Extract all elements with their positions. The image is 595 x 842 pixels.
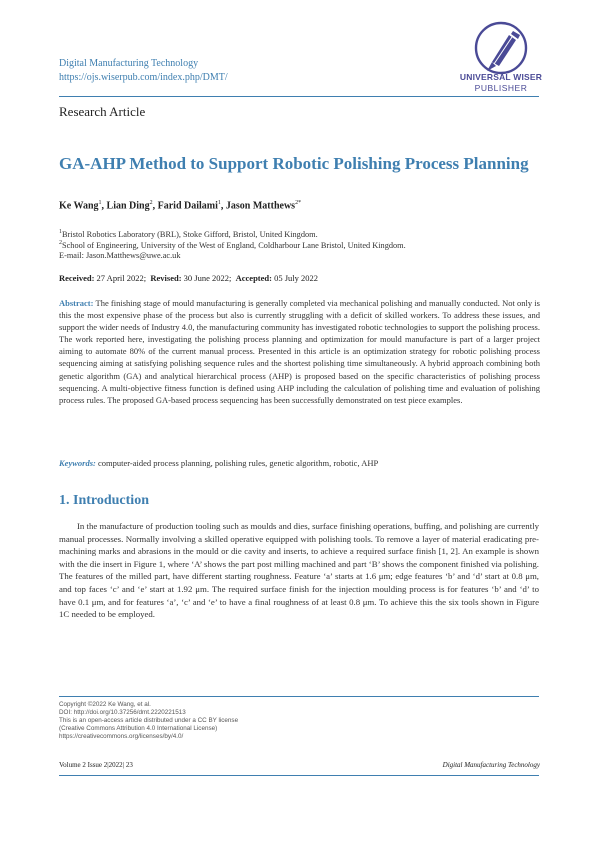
license-link[interactable]: https://creativecommons.org/licenses/by/4.0/ [59, 733, 184, 740]
author-name: Lian Ding [106, 200, 150, 212]
journal-url-link[interactable]: https://ojs.wiserpub.com/index.php/DMT/ [59, 72, 228, 83]
publisher-name: UNIVERSAL WISER [459, 72, 543, 82]
journal-name: Digital Manufacturing Technology [59, 58, 199, 69]
article-dates [59, 273, 318, 283]
received-date: 27 April 2022; [96, 273, 147, 283]
affiliation-sup: 2 [59, 240, 62, 246]
footer-divider [59, 696, 539, 697]
author-name: Farid Dailami [157, 200, 218, 212]
accepted-date: 05 July 2022 [274, 273, 319, 283]
keywords-label: Keywords: [59, 458, 96, 468]
corresponding-email[interactable]: E-mail: Jason.Matthews@uwe.ac.uk [59, 251, 181, 260]
revised-label: Revised: [150, 273, 182, 283]
author-list: Ke Wang$^1$, Lian Ding$^2$, Farid Dailami$^1$, Jason Matthews$^{2*}$ [59, 200, 302, 212]
section-heading: 1. Introduction [59, 493, 149, 508]
author-sup: 1 [98, 200, 102, 206]
header-divider [59, 96, 539, 97]
affiliation [59, 240, 406, 250]
section-body: In the manufacture of production tooling such as moulds and dies, surface finishing operations, buffing, and polishing are currently manual processes. Normally involving a skilled operative equipped with polishing tools. To remove a layer of material eradicating pre-machining marks and abrasions in the mould or die cavity and inserts, to achieve a required surface finish [1, 2]. An example is shown with the die insert in Figure 1, where ‘A’ shows the part post milling machined and part ‘B’ shows the component finished via polishing. The features of the milled part, have different starting roughness. Feature ‘a’ starts at 1.6 μm; edge features ‘b’ and ‘d’ start at 0.8 μm, and top faces ‘c’ and ‘e’ start at 1.92 μm. The required surface finish for the injection moulding process is for features ‘b’ and ‘d’ to have 0.1 μm, and for features ‘a’, ‘c’ and ‘e’ to have a final roughness of at least 0.8 μm. To achieve this the six tools shown in Figure 1C needed to be employed. [59, 521, 539, 620]
affiliation-text: School of Engineering, University of the West of England, Coldharbour Lane Bristol, United Kingdom. [62, 240, 406, 250]
abstract [59, 297, 540, 406]
affiliation-text: Bristol Robotics Laboratory (BRL), Stoke Gifford, Bristol, United Kingdom. [62, 229, 318, 239]
accepted-label: Accepted: [235, 273, 272, 283]
footer-journal-name: Digital Manufacturing Technology [442, 761, 540, 769]
abstract-label: Abstract: [59, 298, 94, 308]
author-sup: 2 [149, 200, 153, 206]
paper-title: GA-AHP Method to Support Robotic Polishing Process Planning [59, 154, 529, 173]
received-label: Received: [59, 273, 95, 283]
copyright-line: Copyright ©2022 Ke Wang, et al. [59, 701, 151, 708]
article-type: Research Article [59, 104, 146, 119]
author-name: Ke Wang [59, 200, 99, 212]
license-line: (Creative Commons Attribution 4.0 International License) [59, 725, 218, 732]
author-name: Jason Matthews [225, 200, 296, 212]
license-line: This is an open-access article distributed under a CC BY license [59, 717, 239, 724]
author-sup: 1 [217, 200, 221, 206]
abstract-text: The finishing stage of mould manufacturing is generally completed via mechanical polishing and manually conducted. Not only is this the most expensive phase of the process but also is currently struggling with a deficit of skilled workers. To address these issues, and support the wider needs of Industry 4.0, the manufacturing community has investigated robotic technologies to support the polishing process. The work reported here, investigating the polishing process planning and optimization for mould manufacture is part of a larger project aiming to automate 80% of the current manual process. Presented in this article is an optimization strategy for robotic polishing process sequencing aiming at satisfying polishing sequence rules and the shortest polishing time simultaneously. A hybrid approach combining both genetic algorithm (GA) and analytical hierarchical process (AHP) is proposed based on the specific characteristics of polishing process sequencing. A multi-objective fitness function is defined using AHP including the calculation of polishing time and evaluation of polishing process rules. The proposed GA-based process sequencing has been successfully demonstrated on test piece examples. [59, 298, 540, 405]
bottom-divider [59, 775, 539, 776]
publisher-subname: PUBLISHER [474, 83, 528, 93]
affiliation-sup: 1 [59, 229, 62, 235]
doi-link[interactable]: DOI: http://doi.org/10.37256/dmt.2220221513 [59, 709, 186, 716]
keywords-text: computer-aided process planning, polishing rules, genetic algorithm, robotic, AHP [97, 458, 379, 468]
keywords [59, 458, 539, 468]
affiliation [59, 229, 318, 239]
revised-date: 30 June 2022; [183, 273, 232, 283]
author-sup: 2* [295, 200, 302, 206]
volume-info: Volume 2 Issue 2|2022| 23 [59, 761, 133, 769]
